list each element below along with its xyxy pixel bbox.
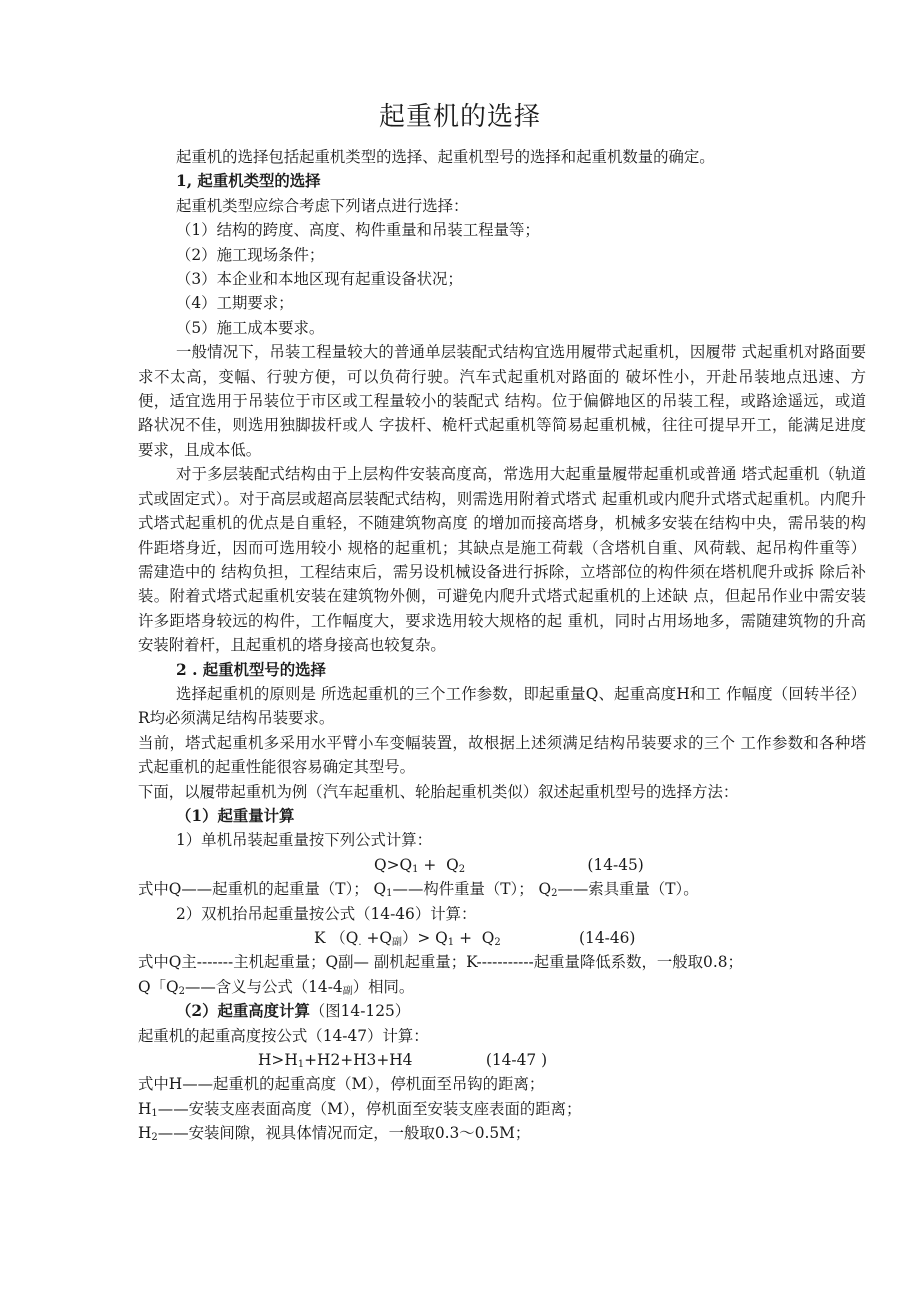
subscript: 2: [151, 1132, 158, 1144]
legend-text: ——构件重量（T）； Q: [392, 880, 552, 899]
section1-heading: 1, 起重机类型的选择: [176, 172, 321, 191]
formula-14-46-legend: 式中Q主-------主机起重量；Q副— 副机起重量；K-----------起重量降低系数，一般取0.8；: [138, 953, 743, 972]
formula-text: +Q: [361, 929, 392, 947]
subsection2-lead: 起重机的起重高度按公式（14-47）计算：: [138, 1026, 429, 1045]
legend-text: 式中Q——起重机的起重量（T）； Q: [138, 880, 387, 899]
page-title: 起重机的选择: [378, 102, 541, 132]
formula-number: (14-47 ): [485, 1051, 548, 1070]
subscript: 2: [551, 888, 558, 900]
subscript: 1: [412, 863, 419, 875]
subscript: 副: [342, 985, 353, 997]
section2-heading: 2 . 起重机型号的选择: [176, 660, 326, 679]
subsection1-heading: （1）起重量计算: [176, 806, 295, 825]
subscript: 副: [392, 937, 402, 948]
subscript: 1: [151, 1107, 158, 1119]
list-item: （3）本企业和本地区现有起重设备状况；: [176, 270, 463, 289]
formula-text: H>H: [258, 1051, 298, 1070]
subscript: 2: [178, 985, 186, 997]
list-item: （4）工期要求；: [176, 294, 294, 313]
list-item: （2）施工现场条件；: [176, 245, 325, 264]
section1-paragraph-1: 一般情况下，吊装工程量较大的普通单层装配式结构宜选用履带式起重机，因履带 式起重机对路面要求不太高，变幅、行驶方便，可以负荷行驶。汽车式起重机对路面的 破坏性小，开赴吊装地点迅速、方便，适宜选用于吊装位于市区或工程量较小的装配式 结构。位于偏僻地区的吊装工程，或路途遥远，或道路状况不佳，则选用独脚拔杆或人 字拔杆、桅杆式起重机等简易起重机械，往往可提早开工，能满足进度要求，且成本低。: [138, 343, 866, 459]
subsection2-heading: [138, 999, 866, 1023]
section2-paragraph-2: 当前，塔式起重机多采用水平臂小车变幅装置，故根据上述须满足结构吊装要求的三个 工作参数和各种塔式起重机的起重性能很容易确定其型号。: [138, 733, 866, 777]
legend-text: H: [138, 1124, 152, 1143]
formula-text: K （Q: [314, 929, 359, 947]
formula-14-46: [138, 926, 866, 950]
formula-14-47-legend-3: [138, 1121, 866, 1145]
legend-text: ）相同。: [352, 977, 415, 996]
section2-paragraph-3: 下面，以履带起重机为例（汽车起重机、轮胎起重机类似）叙述起重机型号的选择方法：: [138, 782, 739, 801]
formula-14-45: [138, 853, 866, 877]
legend-text: ——安装支座表面高度（M），停机面至安装支座表面的距离；: [157, 1099, 582, 1118]
subsection1-step1: 1）单机吊装起重量按下列公式计算：: [176, 831, 433, 850]
legend-text: ——安装间隙，视具体情况而定，一般取0.3〜0.5M；: [157, 1124, 531, 1143]
formula-text: + Q: [418, 855, 459, 874]
formula-number: (14-45): [587, 855, 644, 874]
formula-14-47-legend-2: [138, 1097, 866, 1121]
legend-text: Q「Q: [138, 977, 179, 996]
subscript: 2: [494, 937, 501, 948]
subscript: 1: [297, 1059, 305, 1071]
legend-text: ——含义与公式（14-4: [185, 977, 343, 996]
formula-14-47-legend-1: 式中H——起重机的起重高度（M），停机面至吊钩的距离；: [138, 1075, 545, 1094]
formula-number: (14-46): [579, 929, 636, 947]
document-body: [138, 145, 866, 1146]
subsection1-step2: 2）双机抬吊起重量按公式（14-46）计算：: [176, 904, 477, 923]
section1-paragraph-2: 对于多层装配式结构由于上层构件安装高度高，常选用大起重量履带起重机或普通 塔式起重机（轨道式或固定式）。对于高层或超高层装配式结构，则需选用附着式塔式 起重机或内爬升式塔式起重机。内爬升式塔式起重机的优点是自重轻，不随建筑物高度 的增加而接高塔身，机械多安装在结构中央，需吊装的构件距塔身近，因而可选用较小 规格的起重机；其缺点是施工荷载（含塔机自重、风荷载、起吊构件重等）需建造中的 结构负担，工程结束后，需另设机械设备进行拆除，立塔部位的构件须在塔机爬升或拆 除后补装。附着式塔式起重机安装在建筑物外侧，可避免内爬升式塔式起重机的上述缺 点，但起吊作业中需安装许多距塔身较远的构件，工作幅度大，要求选用较大规格的起 重机，同时占用场地多，需随建筑物的升高安装附着杆，且起重机的塔身接高也较复杂。: [138, 465, 866, 655]
heading-tail: （图14-125）: [309, 1002, 411, 1021]
legend-text: H: [138, 1099, 152, 1118]
heading-text: （2）起重高度计算: [176, 1002, 310, 1021]
formula-text: ）> Q: [402, 929, 448, 947]
formula-14-46-note: [138, 975, 866, 999]
formula-text: + Q: [454, 929, 495, 947]
section1-lead: 起重机类型应综合考虑下列诸点进行选择：: [176, 196, 469, 215]
formula-14-45-legend: [138, 877, 866, 901]
section2-paragraph-1: 选择起重机的原则是 所选起重机的三个工作参数，即起重量Q、起重高度H和工 作幅度（回转半径）R均必须满足结构吊装要求。: [138, 684, 866, 728]
subscript: 2: [458, 863, 466, 875]
formula-text: +H2+H3+H4: [304, 1051, 413, 1070]
formula-14-47: [138, 1048, 866, 1072]
formula-text: Q>Q: [374, 855, 413, 874]
list-item: （1）结构的跨度、高度、构件重量和吊装工程量等；: [176, 221, 540, 240]
subscript: 1: [386, 888, 393, 900]
subscript: 1: [447, 937, 455, 948]
subscript: .: [358, 937, 362, 948]
intro-paragraph: 起重机的选择包括起重机类型的选择、起重机型号的选择和起重机数量的确定。: [176, 148, 715, 166]
legend-text: ——索具重量（T）。: [557, 880, 699, 899]
list-item: （5）施工成本要求。: [176, 318, 325, 337]
